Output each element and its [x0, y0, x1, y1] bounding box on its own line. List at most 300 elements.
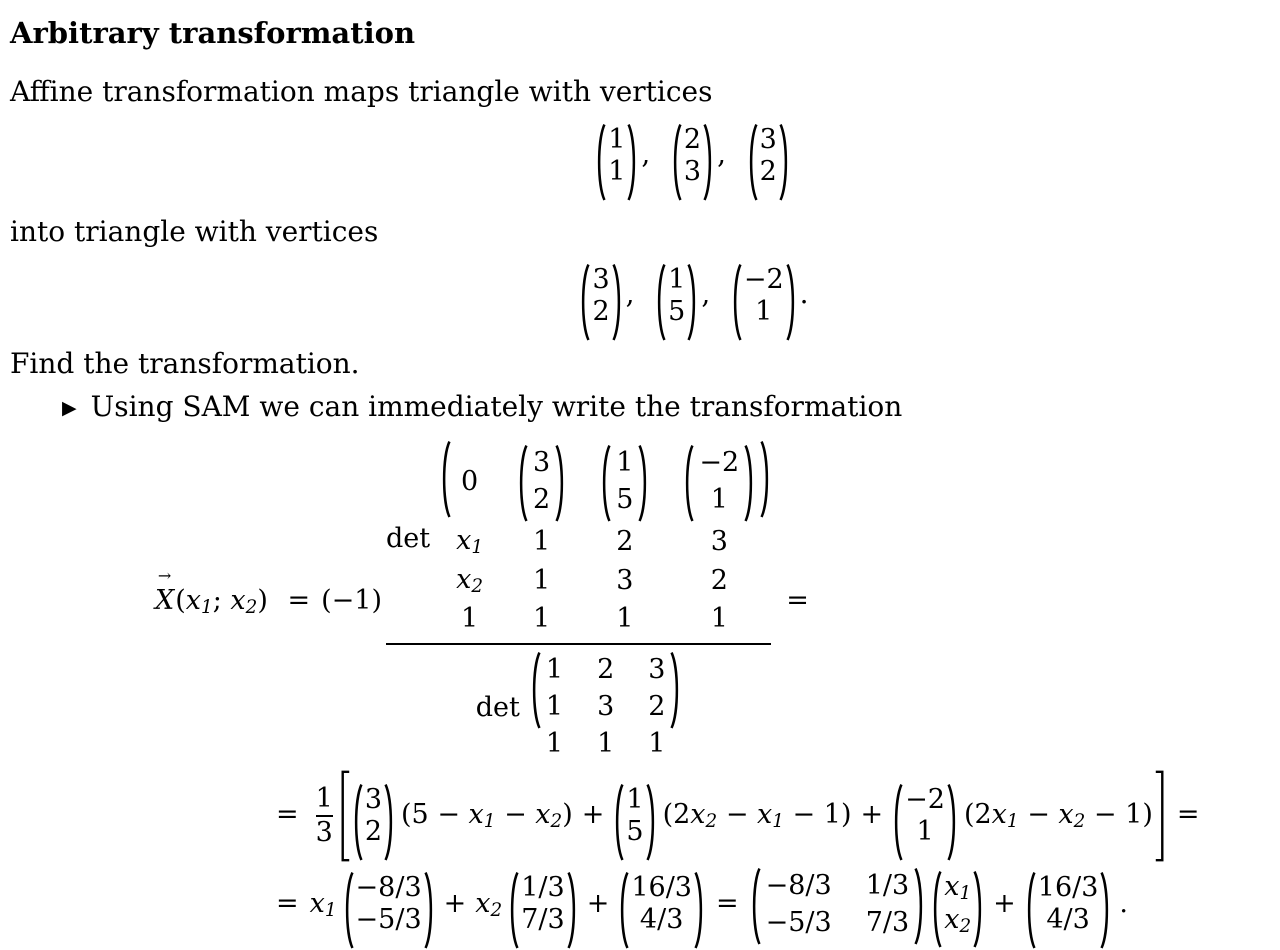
matrix-cell	[711, 565, 728, 597]
denominator-matrix-slot	[530, 650, 682, 764]
vertex-group	[655, 262, 722, 330]
math-glyph	[1085, 799, 1094, 830]
fraction-denominator	[476, 650, 682, 764]
math-glyph: 5	[378, 904, 396, 936]
math-glyph: −	[765, 906, 789, 938]
vector-entry	[668, 264, 685, 296]
matrix-cell	[456, 564, 483, 598]
math-glyph: 3	[892, 869, 910, 901]
vector-entry	[521, 872, 564, 904]
math-glyph: 3	[404, 872, 422, 904]
math-glyph: )	[562, 799, 573, 831]
math-glyph: 3	[759, 124, 777, 155]
left-paren	[892, 783, 903, 862]
math-glyph: 1	[1006, 811, 1019, 833]
math-glyph: 5	[626, 815, 644, 847]
matrix-cell	[616, 565, 633, 597]
right-paren	[638, 444, 649, 523]
math-glyph: 3	[364, 784, 382, 816]
result-line	[265, 866, 1270, 943]
lhs-arguments	[175, 585, 268, 619]
vector-entry	[699, 447, 739, 479]
matrix-cell	[648, 691, 665, 723]
equals-sign: =	[786, 585, 809, 617]
math-glyph: x	[456, 525, 472, 557]
separator: ,	[625, 277, 635, 311]
math-glyph: x	[1058, 799, 1074, 831]
math-glyph: 2	[471, 575, 484, 597]
math-glyph: 1	[1037, 872, 1055, 904]
vector-entry	[608, 156, 625, 188]
right-bracket	[1153, 770, 1166, 862]
math-glyph: 2	[597, 654, 615, 686]
math-glyph: 7	[521, 904, 539, 936]
math-glyph: 1	[959, 882, 972, 904]
equals-sign: =	[715, 887, 739, 919]
column-vector-slot	[613, 784, 656, 847]
vector-entry	[592, 296, 609, 328]
page-title: Arbitrary transformation	[10, 16, 416, 50]
matrix-cell	[600, 443, 649, 520]
math-glyph: 1	[626, 784, 644, 816]
math-glyph: −	[331, 585, 355, 617]
find-text: Find the transformation.	[10, 347, 360, 381]
left-bracket	[339, 770, 352, 862]
math-glyph: x	[475, 887, 491, 919]
math-glyph: −	[765, 869, 789, 901]
math-glyph: /	[882, 869, 893, 901]
math-glyph: 2	[974, 799, 992, 831]
column-vector-slot	[655, 263, 698, 327]
column-vector	[508, 870, 577, 938]
right-paren	[914, 867, 925, 946]
matrix-cell	[461, 466, 478, 498]
left-paren	[517, 444, 528, 523]
math-glyph	[748, 799, 757, 830]
matrix	[440, 439, 771, 638]
math-glyph: 1	[460, 602, 479, 634]
column-vector-slot	[671, 124, 714, 187]
math-glyph: 3	[648, 654, 666, 686]
separator: .	[799, 277, 809, 311]
math-glyph: 5	[411, 799, 429, 831]
left-paren	[655, 263, 666, 342]
math-glyph: 1	[608, 124, 626, 155]
column-vector	[747, 122, 790, 190]
sign-factor	[321, 585, 382, 616]
column-vector	[1025, 870, 1112, 938]
math-glyph: −	[699, 447, 723, 479]
math-glyph: /	[805, 869, 815, 901]
left-paren	[750, 867, 761, 946]
math-glyph: 2	[710, 564, 728, 596]
math-glyph: 2	[364, 815, 382, 847]
column-vector	[671, 122, 714, 190]
math-glyph: 2	[759, 155, 777, 187]
vector-entry	[616, 447, 633, 479]
vector-entry	[521, 904, 564, 936]
math-glyph: 3	[592, 263, 610, 295]
vertex-group	[579, 262, 646, 330]
math-glyph: 1	[648, 728, 666, 760]
matrix-cell	[546, 691, 563, 723]
math-glyph: −	[905, 784, 928, 816]
triangle-bullet-icon: ▶	[62, 396, 77, 419]
math-glyph: −	[792, 799, 816, 831]
column-vector	[892, 782, 958, 850]
math-glyph	[717, 799, 726, 830]
math-glyph: 2	[927, 784, 945, 816]
left-paren	[671, 123, 682, 202]
column-vector	[655, 262, 698, 330]
math-glyph: 1	[823, 799, 841, 831]
math-glyph: 3	[616, 564, 634, 596]
math-glyph: 1	[616, 447, 634, 479]
math-glyph: 2	[490, 899, 503, 921]
math-glyph: 1	[521, 872, 539, 904]
left-paren	[595, 123, 606, 202]
column-vector	[613, 782, 656, 850]
separator: ,	[717, 137, 726, 171]
math-glyph: x	[944, 904, 960, 936]
math-glyph: 2	[722, 447, 740, 479]
math-glyph: 2	[959, 916, 972, 938]
vector-entry	[592, 264, 609, 296]
right-paren	[424, 871, 435, 950]
intro-text: Affine transformation maps triangle with vertices	[10, 75, 713, 108]
plus-sign: +	[993, 887, 1016, 919]
math-glyph: 5	[616, 484, 634, 516]
column-vector-slot	[747, 124, 790, 187]
math-glyph: /	[395, 872, 405, 904]
left-paren	[931, 870, 942, 949]
plus-sign: +	[860, 799, 884, 831]
right-paren	[384, 783, 395, 862]
math-glyph: 1	[545, 728, 564, 760]
math-glyph: 3	[814, 906, 832, 938]
math-glyph: x	[690, 799, 706, 831]
left-paren	[1025, 871, 1036, 950]
left-paren	[352, 783, 363, 862]
column-vector-slot	[931, 870, 984, 938]
math-glyph: 1	[545, 654, 564, 686]
fraction-denominator: 3	[315, 816, 333, 848]
math-glyph: −	[725, 799, 749, 831]
column-vector-slot	[1025, 872, 1112, 936]
right-paren	[1100, 871, 1111, 950]
math-glyph: 3	[404, 904, 422, 936]
math-glyph: (	[321, 585, 332, 617]
column-vector-slot	[892, 784, 958, 847]
math-glyph: 1	[533, 526, 551, 558]
math-glyph: −	[1027, 799, 1050, 831]
determinant-fraction	[386, 439, 771, 764]
right-paren	[744, 444, 755, 523]
column-vector	[683, 443, 755, 520]
math-glyph: x	[944, 870, 960, 902]
right-paren	[670, 651, 681, 730]
det-label: det	[386, 523, 431, 555]
matrix-cell	[517, 443, 566, 520]
math-glyph: 1	[772, 811, 784, 833]
math-glyph: 3	[1072, 904, 1090, 936]
math-glyph: 1	[608, 155, 626, 187]
math-glyph: x	[535, 799, 551, 831]
vertex-group	[595, 122, 662, 190]
math-glyph: x	[991, 799, 1007, 831]
math-glyph: −	[1093, 799, 1117, 831]
column-vector-slot	[731, 263, 797, 327]
math-glyph: 3	[666, 904, 684, 936]
math-glyph: 1	[616, 602, 634, 634]
matrix-cell	[533, 603, 550, 635]
math-glyph: 8	[788, 869, 806, 901]
coefficient-matrix-slot	[750, 869, 926, 938]
math-glyph: −	[437, 799, 460, 831]
vertex-group	[671, 122, 738, 190]
math-glyph: /	[538, 872, 548, 904]
math-glyph	[1019, 799, 1028, 830]
period: .	[1119, 887, 1129, 919]
column-vector-slot	[595, 124, 638, 187]
vector-entry	[631, 872, 692, 904]
coefficient-x2	[475, 888, 502, 919]
column-vector	[343, 870, 435, 938]
right-paren	[687, 263, 698, 342]
math-glyph: (	[662, 799, 674, 831]
math-glyph: (	[963, 799, 975, 831]
right-paren	[760, 440, 771, 519]
math-glyph: 2	[673, 799, 691, 831]
math-glyph: )	[371, 585, 382, 617]
math-glyph: (	[175, 585, 186, 617]
math-glyph: 1	[865, 869, 883, 901]
math-glyph: −	[355, 904, 379, 936]
x-symbol: X	[155, 585, 175, 617]
math-glyph: 1	[324, 899, 337, 921]
matrix-cell	[711, 603, 728, 635]
column-vector	[595, 122, 638, 190]
vector-entry	[668, 296, 685, 328]
vector-entry	[711, 484, 728, 516]
vector-entry	[905, 784, 945, 816]
numerator-matrix-slot	[440, 439, 771, 638]
matrix-cell	[546, 728, 563, 760]
right-paren	[703, 123, 714, 202]
math-glyph: 0	[460, 465, 479, 497]
right-paren	[567, 871, 578, 950]
fraction-numerator: 1	[315, 782, 333, 814]
vector-entry	[533, 484, 550, 516]
equals-sign: =	[276, 887, 299, 919]
column-vector	[618, 870, 705, 938]
column-vector	[517, 443, 566, 520]
left-paren	[343, 871, 354, 950]
matrix-cell	[597, 691, 614, 723]
left-paren	[731, 263, 742, 342]
math-glyph	[527, 799, 536, 830]
math-glyph: 1	[710, 484, 728, 516]
math-glyph: 3	[814, 869, 832, 901]
math-glyph: 1	[710, 602, 728, 634]
matrix-cell	[597, 654, 614, 686]
vector-entry	[684, 156, 701, 188]
matrix-cell	[683, 443, 755, 520]
math-glyph: −	[355, 872, 379, 904]
vector-entry	[916, 816, 933, 848]
one-third-fraction	[315, 782, 333, 848]
plus-sign: +	[581, 799, 605, 831]
math-glyph: /	[657, 904, 667, 936]
math-glyph: 3	[533, 447, 551, 479]
vector-entry	[533, 447, 550, 479]
math-glyph: )	[257, 585, 268, 617]
math-glyph: 2	[533, 484, 551, 516]
vector-entry	[356, 904, 422, 936]
math-glyph: 2	[592, 295, 610, 327]
column-vector-slot	[352, 784, 395, 847]
math-glyph: 3	[892, 906, 910, 938]
math-glyph: 3	[597, 691, 615, 723]
vector-entry	[356, 872, 422, 904]
matrix	[750, 866, 926, 943]
vector-entry	[944, 871, 971, 905]
term-expression	[401, 799, 573, 833]
matrix-cell	[766, 870, 832, 902]
math-glyph: 3	[547, 872, 565, 904]
math-glyph: 6	[1054, 872, 1073, 904]
vector-entry	[744, 264, 784, 296]
right-paren	[947, 783, 958, 862]
solution-lead-line	[62, 390, 1270, 423]
math-glyph: /	[1072, 872, 1082, 904]
column-vector	[931, 869, 984, 940]
equals-sign: =	[276, 799, 299, 831]
matrix-cell	[648, 728, 665, 760]
math-glyph: ;	[212, 585, 222, 617]
math-glyph: 1	[533, 564, 551, 596]
vector-entry	[365, 816, 382, 848]
source-vertices-display	[10, 122, 1270, 190]
math-glyph: 2	[550, 811, 563, 833]
math-glyph	[495, 799, 504, 830]
math-glyph: /	[805, 906, 815, 938]
math-glyph: 2	[616, 526, 634, 558]
math-glyph: 1	[533, 602, 551, 634]
math-glyph: 3	[1081, 872, 1099, 904]
math-glyph: /	[1063, 904, 1073, 936]
math-glyph: 4	[1046, 904, 1064, 936]
vector-entry	[760, 124, 777, 156]
vector-entry	[1038, 872, 1099, 904]
math-glyph: 1	[916, 815, 934, 847]
math-glyph: )	[1142, 799, 1153, 831]
math-glyph: )	[840, 799, 852, 831]
left-paren	[508, 871, 519, 950]
math-glyph: 8	[378, 872, 396, 904]
math-glyph: 1	[631, 872, 649, 904]
left-paren	[747, 123, 758, 202]
math-glyph: x	[309, 887, 325, 919]
matrix-cell	[616, 603, 633, 635]
column-vector	[579, 262, 622, 330]
vector-entry	[944, 904, 971, 938]
vector-entry	[608, 124, 625, 156]
math-glyph	[815, 799, 824, 830]
det-label: det	[475, 691, 520, 723]
equals-sign: =	[287, 585, 311, 617]
column-vector-slot	[508, 872, 577, 936]
fraction-numerator	[386, 439, 771, 638]
math-glyph: 1	[354, 585, 372, 617]
matrix-cell	[616, 526, 633, 558]
math-glyph	[1117, 799, 1126, 830]
right-paren	[973, 870, 984, 949]
vector-entry	[640, 904, 683, 936]
math-glyph: 2	[648, 691, 666, 723]
column-vector-slot	[618, 872, 705, 936]
math-glyph: /	[538, 904, 548, 936]
math-glyph: 1	[1125, 799, 1143, 831]
matrix-cell	[597, 728, 614, 760]
left-paren	[600, 444, 611, 523]
matrix-cell	[456, 525, 483, 559]
math-glyph: 2	[705, 811, 718, 833]
vector-entry	[616, 484, 633, 516]
math-glyph: /	[665, 872, 675, 904]
left-paren	[530, 651, 541, 730]
column-vector	[352, 782, 395, 850]
math-glyph: 6	[648, 872, 666, 904]
separator: ,	[641, 137, 651, 171]
math-glyph: 2	[766, 263, 784, 295]
math-glyph: 2	[245, 597, 258, 619]
right-paren	[786, 263, 797, 342]
left-paren	[579, 263, 590, 342]
term-expression	[662, 799, 852, 833]
column-vector-slot	[579, 263, 622, 327]
vector-arrow-icon: →	[157, 566, 172, 586]
matrix-cell	[711, 526, 728, 558]
matrix-cell	[866, 907, 909, 939]
math-glyph: 2	[1073, 811, 1086, 833]
math-glyph: 3	[674, 872, 692, 904]
main-equation-line	[155, 439, 1270, 764]
math-glyph: 3	[683, 155, 702, 187]
plus-sign: +	[586, 887, 610, 919]
vector-entry	[755, 296, 772, 328]
matrix-cell	[866, 870, 909, 902]
plus-sign: +	[443, 887, 467, 919]
math-glyph: 1	[597, 728, 615, 760]
math-glyph: /	[882, 906, 893, 938]
right-paren	[627, 123, 638, 202]
solution-lead-text: Using SAM we can immediately write the transformation	[90, 390, 903, 424]
matrix-cell	[461, 603, 478, 635]
math-glyph: (	[401, 799, 412, 831]
math-glyph: x	[468, 799, 484, 831]
matrix	[530, 650, 682, 764]
matrix-cell	[766, 907, 832, 939]
right-paren	[646, 783, 657, 862]
right-paren	[694, 871, 705, 950]
math-glyph: x	[230, 585, 246, 617]
column-vector	[600, 443, 649, 520]
math-glyph: −	[504, 799, 527, 831]
coefficient-x1	[310, 888, 337, 919]
math-glyph: x	[757, 799, 773, 831]
math-glyph: 1	[755, 295, 773, 327]
